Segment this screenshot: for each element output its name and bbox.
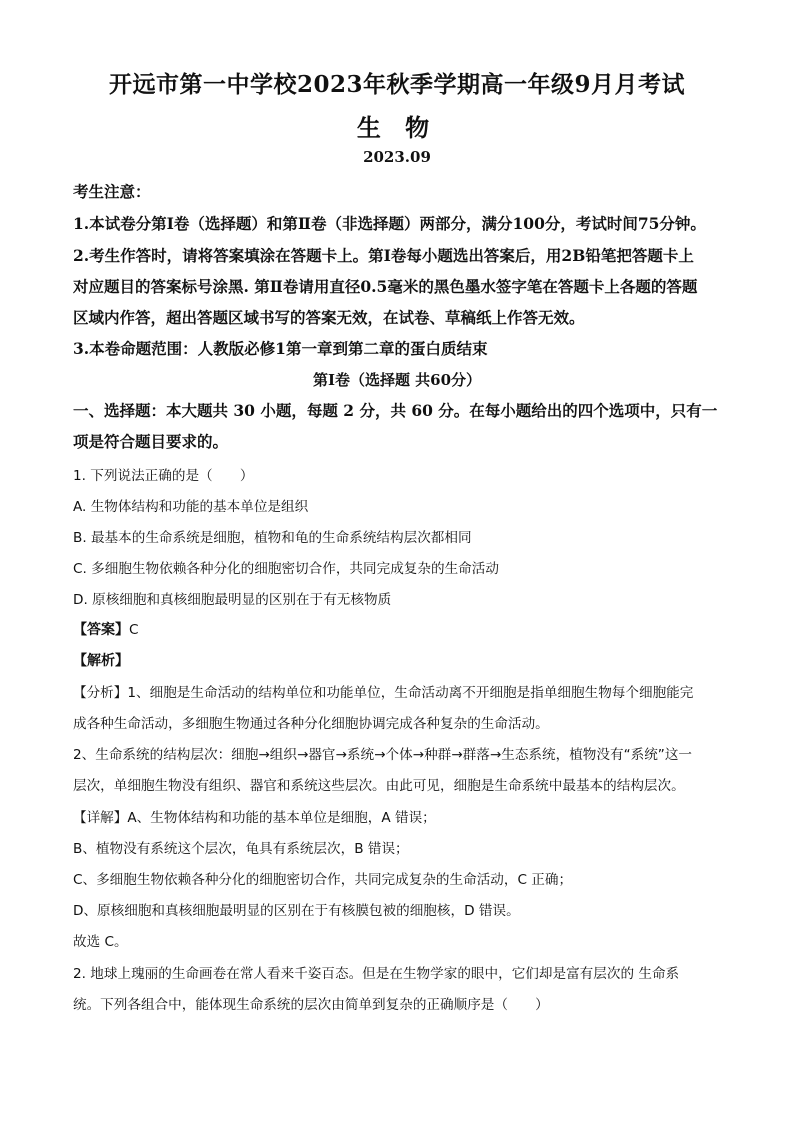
section-instruction-line-2: 项是符合题目要求的。 bbox=[73, 432, 229, 451]
subject-title: 生 物 bbox=[356, 113, 438, 142]
notice-line-1: 1.本试卷分第Ⅰ卷（选择题）和第Ⅱ卷（非选择题）两部分，满分100分，考试时间75分钟。 bbox=[73, 214, 706, 233]
notice-line-3: 对应题目的答案标号涂黑. 第Ⅱ卷请用直径0.5毫米的黑色墨水签字笔在答题卡上各题的答题 bbox=[73, 277, 698, 296]
notice-line-5: 3.本卷命题范围：人教版必修1第一章到第二章的蛋白质结束 bbox=[73, 339, 488, 358]
section-instruction-line-1: 一、选择题：本大题共 30 小题，每题 2 分，共 60 分。在每小题给出的四个选项中，只有一 bbox=[73, 401, 718, 420]
question-1-option-c: C. 多细胞生物依赖各种分化的细胞密切合作，共同完成复杂的生命活动 bbox=[73, 561, 499, 577]
analysis-label: 【解析】 bbox=[73, 653, 129, 669]
notice-line-4: 区域内作答，超出答题区域书写的答案无效，在试卷、草稿纸上作答无效。 bbox=[73, 308, 585, 327]
answer-value: C bbox=[129, 622, 139, 638]
notice-heading: 考生注意： bbox=[73, 182, 151, 201]
notice-line-2: 2.考生作答时，请将答案填涂在答题卡上。第Ⅰ卷每小题选出答案后，用2B铅笔把答题卡上 bbox=[73, 246, 694, 265]
analysis-line-9: 故选 C。 bbox=[73, 934, 128, 950]
question-2-line-2: 统。下列各组合中，能体现生命系统的层次由简单到复杂的正确顺序是（ ） bbox=[73, 997, 549, 1013]
question-1-option-b: B. 最基本的生命系统是细胞，植物和龟的生命系统结构层次都相同 bbox=[73, 530, 472, 546]
analysis-line-5: 【详解】A、生物体结构和功能的基本单位是细胞，A 错误； bbox=[73, 810, 436, 826]
question-1-option-d: D. 原核细胞和真核细胞最明显的区别在于有无核物质 bbox=[73, 592, 392, 608]
analysis-line-3: 2、生命系统的结构层次：细胞→组织→器官→系统→个体→种群→群落→生态系统，植物没有“系统”这一 bbox=[73, 747, 693, 763]
analysis-line-4: 层次，单细胞生物没有组织、器官和系统这些层次。由此可见，细胞是生命系统中最基本的结构层次。 bbox=[73, 778, 685, 794]
question-1-answer bbox=[73, 619, 139, 639]
exam-date: 2023.09 bbox=[363, 148, 431, 166]
analysis-line-8: D、原核细胞和真核细胞最明显的区别在于有核膜包被的细胞核，D 错误。 bbox=[73, 903, 520, 919]
question-1-analysis-label bbox=[73, 650, 129, 670]
analysis-line-2: 成各种生命活动，多细胞生物通过各种分化细胞协调完成各种复杂的生命活动。 bbox=[73, 716, 549, 732]
answer-label: 【答案】 bbox=[73, 622, 129, 638]
analysis-line-6: B、植物没有系统这个层次，龟具有系统层次，B 错误； bbox=[73, 841, 409, 857]
question-2-line-1: 2. 地球上瑰丽的生命画卷在常人看来千姿百态。但是在生物学家的眼中，它们却是富有层次的 生命系 bbox=[73, 966, 680, 982]
section-title: 第Ⅰ卷（选择题 共60分） bbox=[312, 371, 482, 389]
question-1-option-a: A. 生物体结构和功能的基本单位是组织 bbox=[73, 499, 309, 515]
analysis-line-7: C、多细胞生物依赖各种分化的细胞密切合作，共同完成复杂的生命活动，C 正确； bbox=[73, 872, 573, 888]
question-1-stem: 1. 下列说法正确的是（ ） bbox=[73, 468, 254, 484]
analysis-line-1: 【分析】1、细胞是生命活动的结构单位和功能单位，生命活动离不开细胞是指单细胞生物每个细胞能完 bbox=[73, 685, 694, 701]
exam-title: 开远市第一中学校2023年秋季学期高一年级9月月考试 bbox=[108, 71, 686, 98]
